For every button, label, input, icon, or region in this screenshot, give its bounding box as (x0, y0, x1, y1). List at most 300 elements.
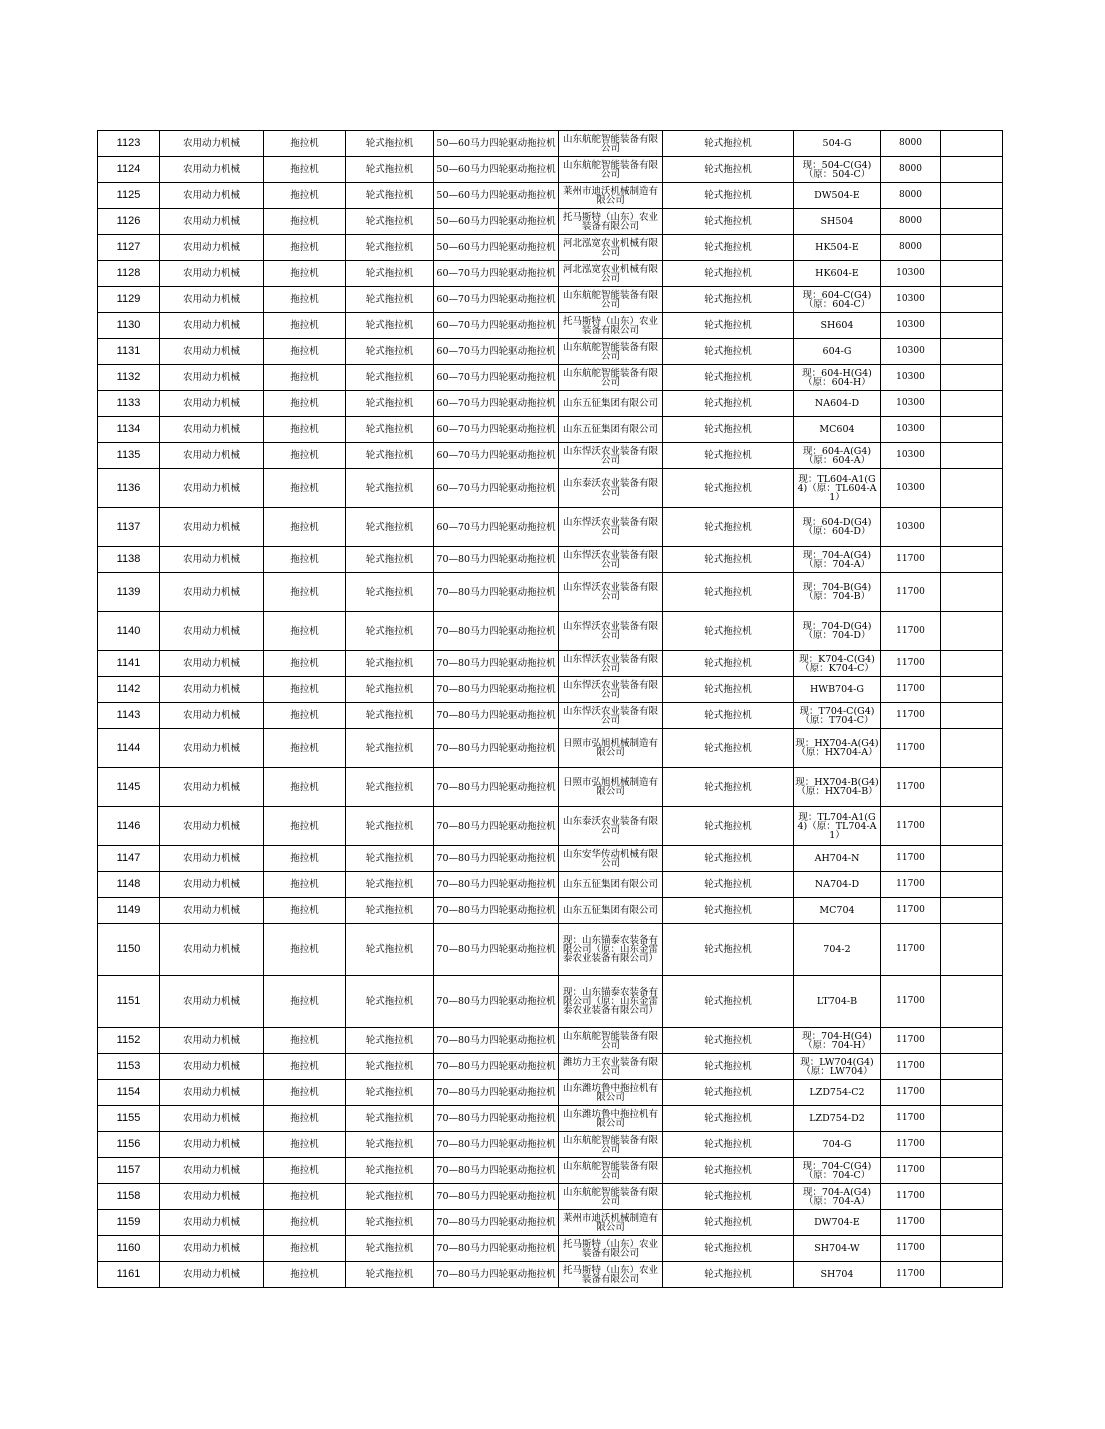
table-row (98, 976, 1003, 1028)
grade-cell: 60—70马力四轮驱动拖拉机 (434, 365, 559, 391)
subitem-cell: 轮式拖拉机 (346, 339, 434, 365)
subitem-cell: 轮式拖拉机 (346, 1236, 434, 1262)
table-row (98, 573, 1003, 612)
row-number-cell: 1129 (98, 287, 160, 313)
grade-cell: 70—80马力四轮驱动拖拉机 (434, 1054, 559, 1080)
row-number-cell: 1156 (98, 1132, 160, 1158)
manufacturer-cell: 山东航舵智能装备有限公司 (559, 1158, 663, 1184)
subitem-cell: 轮式拖拉机 (346, 391, 434, 417)
subsidy-amount-cell: 8000 (881, 209, 941, 235)
subsidy-amount-cell: 11700 (881, 898, 941, 924)
table-row (98, 443, 1003, 469)
manufacturer-cell: 河北泓宽农业机械有限公司 (559, 261, 663, 287)
table-row (98, 469, 1003, 508)
table-row (98, 1080, 1003, 1106)
model-cell: 现：704-H(G4)（原：704-H） (794, 1028, 881, 1054)
item-cell: 拖拉机 (264, 872, 346, 898)
product-name-cell: 轮式拖拉机 (663, 417, 794, 443)
model-cell: SH704-W (794, 1236, 881, 1262)
grade-cell: 70—80马力四轮驱动拖拉机 (434, 976, 559, 1028)
model-cell: HK504-E (794, 235, 881, 261)
subsidy-amount-cell: 11700 (881, 612, 941, 651)
remark-cell (941, 287, 1003, 313)
row-number-cell: 1146 (98, 807, 160, 846)
manufacturer-cell: 河北泓宽农业机械有限公司 (559, 235, 663, 261)
item-cell: 拖拉机 (264, 1210, 346, 1236)
table-row (98, 1106, 1003, 1132)
product-name-cell: 轮式拖拉机 (663, 1132, 794, 1158)
subsidy-amount-cell: 11700 (881, 1080, 941, 1106)
item-cell: 拖拉机 (264, 976, 346, 1028)
product-name-cell: 轮式拖拉机 (663, 443, 794, 469)
grade-cell: 70—80马力四轮驱动拖拉机 (434, 768, 559, 807)
table-row (98, 157, 1003, 183)
grade-cell: 70—80马力四轮驱动拖拉机 (434, 1262, 559, 1288)
table-row (98, 313, 1003, 339)
product-name-cell: 轮式拖拉机 (663, 677, 794, 703)
grade-cell: 50—60马力四轮驱动拖拉机 (434, 235, 559, 261)
table-row (98, 729, 1003, 768)
product-name-cell: 轮式拖拉机 (663, 846, 794, 872)
manufacturer-cell: 山东五征集团有限公司 (559, 898, 663, 924)
model-cell: 现：HX704-B(G4)（原：HX704-B） (794, 768, 881, 807)
table-row (98, 131, 1003, 157)
row-number-cell: 1140 (98, 612, 160, 651)
subsidy-amount-cell: 11700 (881, 729, 941, 768)
item-cell: 拖拉机 (264, 131, 346, 157)
remark-cell (941, 1132, 1003, 1158)
model-cell: 现：TL704-A1(G4)（原：TL704-A1） (794, 807, 881, 846)
row-number-cell: 1125 (98, 183, 160, 209)
row-number-cell: 1154 (98, 1080, 160, 1106)
model-cell: 现：TL604-A1(G4)（原：TL604-A1） (794, 469, 881, 508)
table-row (98, 1132, 1003, 1158)
manufacturer-cell: 山东五征集团有限公司 (559, 391, 663, 417)
manufacturer-cell: 日照市弘旭机械制造有限公司 (559, 768, 663, 807)
remark-cell (941, 612, 1003, 651)
category-cell: 农用动力机械 (160, 1132, 264, 1158)
model-cell: 现：T704-C(G4)（原：T704-C） (794, 703, 881, 729)
remark-cell (941, 1028, 1003, 1054)
product-name-cell: 轮式拖拉机 (663, 872, 794, 898)
category-cell: 农用动力机械 (160, 365, 264, 391)
row-number-cell: 1142 (98, 677, 160, 703)
model-cell: 现：704-A(G4)（原：704-A） (794, 1184, 881, 1210)
table-row (98, 261, 1003, 287)
subitem-cell: 轮式拖拉机 (346, 1132, 434, 1158)
subitem-cell: 轮式拖拉机 (346, 157, 434, 183)
model-cell: SH604 (794, 313, 881, 339)
category-cell: 农用动力机械 (160, 768, 264, 807)
subsidy-amount-cell: 11700 (881, 677, 941, 703)
subsidy-amount-cell: 10300 (881, 261, 941, 287)
row-number-cell: 1161 (98, 1262, 160, 1288)
product-name-cell: 轮式拖拉机 (663, 339, 794, 365)
subitem-cell: 轮式拖拉机 (346, 235, 434, 261)
product-name-cell: 轮式拖拉机 (663, 1158, 794, 1184)
subitem-cell: 轮式拖拉机 (346, 1028, 434, 1054)
manufacturer-cell: 山东悍沃农业装备有限公司 (559, 508, 663, 547)
subsidy-amount-cell: 11700 (881, 573, 941, 612)
subitem-cell: 轮式拖拉机 (346, 612, 434, 651)
item-cell: 拖拉机 (264, 1054, 346, 1080)
subsidy-amount-cell: 8000 (881, 183, 941, 209)
category-cell: 农用动力机械 (160, 807, 264, 846)
category-cell: 农用动力机械 (160, 469, 264, 508)
remark-cell (941, 417, 1003, 443)
category-cell: 农用动力机械 (160, 391, 264, 417)
item-cell: 拖拉机 (264, 547, 346, 573)
manufacturer-cell: 莱州市迪沃机械制造有限公司 (559, 183, 663, 209)
category-cell: 农用动力机械 (160, 339, 264, 365)
remark-cell (941, 573, 1003, 612)
subsidy-amount-cell: 10300 (881, 287, 941, 313)
manufacturer-cell: 山东悍沃农业装备有限公司 (559, 573, 663, 612)
remark-cell (941, 651, 1003, 677)
subsidy-amount-cell: 10300 (881, 365, 941, 391)
subitem-cell: 轮式拖拉机 (346, 872, 434, 898)
item-cell: 拖拉机 (264, 339, 346, 365)
category-cell: 农用动力机械 (160, 1184, 264, 1210)
manufacturer-cell: 托马斯特（山东）农业装备有限公司 (559, 209, 663, 235)
product-name-cell: 轮式拖拉机 (663, 1080, 794, 1106)
grade-cell: 70—80马力四轮驱动拖拉机 (434, 1080, 559, 1106)
manufacturer-cell: 山东航舵智能装备有限公司 (559, 1028, 663, 1054)
table-row (98, 872, 1003, 898)
category-cell: 农用动力机械 (160, 1106, 264, 1132)
category-cell: 农用动力机械 (160, 703, 264, 729)
manufacturer-cell: 山东安华传动机械有限公司 (559, 846, 663, 872)
item-cell: 拖拉机 (264, 924, 346, 976)
category-cell: 农用动力机械 (160, 1210, 264, 1236)
subitem-cell: 轮式拖拉机 (346, 1106, 434, 1132)
table-row (98, 898, 1003, 924)
subsidy-amount-cell: 11700 (881, 1158, 941, 1184)
manufacturer-cell: 山东航舵智能装备有限公司 (559, 365, 663, 391)
remark-cell (941, 508, 1003, 547)
subitem-cell: 轮式拖拉机 (346, 1184, 434, 1210)
model-cell: 现：504-C(G4)（原：504-C） (794, 157, 881, 183)
subsidy-amount-cell: 11700 (881, 768, 941, 807)
subsidy-amount-cell: 11700 (881, 872, 941, 898)
product-name-cell: 轮式拖拉机 (663, 1184, 794, 1210)
table-row (98, 1028, 1003, 1054)
category-cell: 农用动力机械 (160, 1236, 264, 1262)
row-number-cell: 1144 (98, 729, 160, 768)
item-cell: 拖拉机 (264, 846, 346, 872)
row-number-cell: 1135 (98, 443, 160, 469)
item-cell: 拖拉机 (264, 261, 346, 287)
product-name-cell: 轮式拖拉机 (663, 1028, 794, 1054)
item-cell: 拖拉机 (264, 573, 346, 612)
remark-cell (941, 924, 1003, 976)
subsidy-amount-cell: 11700 (881, 846, 941, 872)
remark-cell (941, 1262, 1003, 1288)
subsidy-amount-cell: 8000 (881, 131, 941, 157)
item-cell: 拖拉机 (264, 677, 346, 703)
grade-cell: 50—60马力四轮驱动拖拉机 (434, 131, 559, 157)
category-cell: 农用动力机械 (160, 261, 264, 287)
subitem-cell: 轮式拖拉机 (346, 768, 434, 807)
grade-cell: 50—60马力四轮驱动拖拉机 (434, 157, 559, 183)
remark-cell (941, 209, 1003, 235)
category-cell: 农用动力机械 (160, 209, 264, 235)
subsidy-amount-cell: 11700 (881, 547, 941, 573)
category-cell: 农用动力机械 (160, 729, 264, 768)
row-number-cell: 1141 (98, 651, 160, 677)
row-number-cell: 1155 (98, 1106, 160, 1132)
category-cell: 农用动力机械 (160, 1262, 264, 1288)
category-cell: 农用动力机械 (160, 846, 264, 872)
manufacturer-cell: 山东航舵智能装备有限公司 (559, 157, 663, 183)
item-cell: 拖拉机 (264, 365, 346, 391)
product-name-cell: 轮式拖拉机 (663, 547, 794, 573)
manufacturer-cell: 日照市弘旭机械制造有限公司 (559, 729, 663, 768)
product-name-cell: 轮式拖拉机 (663, 235, 794, 261)
grade-cell: 70—80马力四轮驱动拖拉机 (434, 1210, 559, 1236)
remark-cell (941, 1080, 1003, 1106)
subitem-cell: 轮式拖拉机 (346, 131, 434, 157)
item-cell: 拖拉机 (264, 287, 346, 313)
grade-cell: 70—80马力四轮驱动拖拉机 (434, 1158, 559, 1184)
manufacturer-cell: 山东悍沃农业装备有限公司 (559, 612, 663, 651)
grade-cell: 70—80马力四轮驱动拖拉机 (434, 1028, 559, 1054)
subitem-cell: 轮式拖拉机 (346, 209, 434, 235)
grade-cell: 70—80马力四轮驱动拖拉机 (434, 1132, 559, 1158)
category-cell: 农用动力机械 (160, 183, 264, 209)
table-row (98, 1158, 1003, 1184)
table-body (98, 131, 1003, 1288)
item-cell: 拖拉机 (264, 651, 346, 677)
item-cell: 拖拉机 (264, 443, 346, 469)
row-number-cell: 1128 (98, 261, 160, 287)
row-number-cell: 1139 (98, 573, 160, 612)
table-row (98, 924, 1003, 976)
category-cell: 农用动力机械 (160, 157, 264, 183)
subitem-cell: 轮式拖拉机 (346, 443, 434, 469)
subitem-cell: 轮式拖拉机 (346, 313, 434, 339)
remark-cell (941, 339, 1003, 365)
model-cell: 现：704-D(G4)（原：704-D） (794, 612, 881, 651)
grade-cell: 70—80马力四轮驱动拖拉机 (434, 677, 559, 703)
table-row (98, 1054, 1003, 1080)
model-cell: LZD754-C2 (794, 1080, 881, 1106)
row-number-cell: 1126 (98, 209, 160, 235)
item-cell: 拖拉机 (264, 1184, 346, 1210)
item-cell: 拖拉机 (264, 729, 346, 768)
manufacturer-cell: 山东悍沃农业装备有限公司 (559, 703, 663, 729)
model-cell: 604-G (794, 339, 881, 365)
item-cell: 拖拉机 (264, 391, 346, 417)
item-cell: 拖拉机 (264, 157, 346, 183)
row-number-cell: 1158 (98, 1184, 160, 1210)
row-number-cell: 1145 (98, 768, 160, 807)
remark-cell (941, 1184, 1003, 1210)
product-name-cell: 轮式拖拉机 (663, 261, 794, 287)
category-cell: 农用动力机械 (160, 547, 264, 573)
product-name-cell: 轮式拖拉机 (663, 573, 794, 612)
row-number-cell: 1159 (98, 1210, 160, 1236)
table-row (98, 807, 1003, 846)
subsidy-amount-cell: 10300 (881, 339, 941, 365)
model-cell: 现：604-A(G4)（原：604-A） (794, 443, 881, 469)
grade-cell: 70—80马力四轮驱动拖拉机 (434, 924, 559, 976)
subsidy-amount-cell: 11700 (881, 1184, 941, 1210)
table-row (98, 677, 1003, 703)
model-cell: NA704-D (794, 872, 881, 898)
subsidy-amount-cell: 11700 (881, 1262, 941, 1288)
row-number-cell: 1133 (98, 391, 160, 417)
product-name-cell: 轮式拖拉机 (663, 391, 794, 417)
category-cell: 农用动力机械 (160, 651, 264, 677)
product-name-cell: 轮式拖拉机 (663, 209, 794, 235)
manufacturer-cell: 托马斯特（山东）农业装备有限公司 (559, 313, 663, 339)
table-row (98, 1210, 1003, 1236)
subsidy-amount-cell: 11700 (881, 703, 941, 729)
product-name-cell: 轮式拖拉机 (663, 768, 794, 807)
table-row (98, 209, 1003, 235)
subsidy-table (97, 130, 1003, 1288)
grade-cell: 70—80马力四轮驱动拖拉机 (434, 846, 559, 872)
table-row (98, 183, 1003, 209)
item-cell: 拖拉机 (264, 235, 346, 261)
grade-cell: 60—70马力四轮驱动拖拉机 (434, 443, 559, 469)
manufacturer-cell: 山东悍沃农业装备有限公司 (559, 651, 663, 677)
model-cell: 704-2 (794, 924, 881, 976)
item-cell: 拖拉机 (264, 469, 346, 508)
row-number-cell: 1143 (98, 703, 160, 729)
row-number-cell: 1131 (98, 339, 160, 365)
product-name-cell: 轮式拖拉机 (663, 976, 794, 1028)
table-row (98, 703, 1003, 729)
subsidy-amount-cell: 11700 (881, 1028, 941, 1054)
item-cell: 拖拉机 (264, 768, 346, 807)
remark-cell (941, 768, 1003, 807)
grade-cell: 70—80马力四轮驱动拖拉机 (434, 729, 559, 768)
model-cell: 现：704-A(G4)（原：704-A） (794, 547, 881, 573)
row-number-cell: 1134 (98, 417, 160, 443)
subitem-cell: 轮式拖拉机 (346, 547, 434, 573)
model-cell: 现：604-H(G4)（原：604-H） (794, 365, 881, 391)
category-cell: 农用动力机械 (160, 1158, 264, 1184)
model-cell: AH704-N (794, 846, 881, 872)
remark-cell (941, 1158, 1003, 1184)
subitem-cell: 轮式拖拉机 (346, 1054, 434, 1080)
table-row (98, 651, 1003, 677)
row-number-cell: 1152 (98, 1028, 160, 1054)
grade-cell: 50—60马力四轮驱动拖拉机 (434, 183, 559, 209)
item-cell: 拖拉机 (264, 1262, 346, 1288)
subitem-cell: 轮式拖拉机 (346, 1080, 434, 1106)
manufacturer-cell: 潍坊力王农业装备有限公司 (559, 1054, 663, 1080)
table-row (98, 1236, 1003, 1262)
table-row (98, 287, 1003, 313)
manufacturer-cell: 山东五征集团有限公司 (559, 417, 663, 443)
item-cell: 拖拉机 (264, 807, 346, 846)
item-cell: 拖拉机 (264, 898, 346, 924)
model-cell: SH504 (794, 209, 881, 235)
grade-cell: 60—70马力四轮驱动拖拉机 (434, 508, 559, 547)
subsidy-amount-cell: 11700 (881, 976, 941, 1028)
subsidy-amount-cell: 8000 (881, 157, 941, 183)
subitem-cell: 轮式拖拉机 (346, 677, 434, 703)
category-cell: 农用动力机械 (160, 1028, 264, 1054)
row-number-cell: 1149 (98, 898, 160, 924)
manufacturer-cell: 托马斯特（山东）农业装备有限公司 (559, 1262, 663, 1288)
product-name-cell: 轮式拖拉机 (663, 651, 794, 677)
product-name-cell: 轮式拖拉机 (663, 1210, 794, 1236)
row-number-cell: 1157 (98, 1158, 160, 1184)
subsidy-amount-cell: 10300 (881, 443, 941, 469)
item-cell: 拖拉机 (264, 417, 346, 443)
remark-cell (941, 872, 1003, 898)
row-number-cell: 1153 (98, 1054, 160, 1080)
subitem-cell: 轮式拖拉机 (346, 1158, 434, 1184)
item-cell: 拖拉机 (264, 1028, 346, 1054)
item-cell: 拖拉机 (264, 1132, 346, 1158)
grade-cell: 70—80马力四轮驱动拖拉机 (434, 573, 559, 612)
remark-cell (941, 131, 1003, 157)
category-cell: 农用动力机械 (160, 443, 264, 469)
row-number-cell: 1127 (98, 235, 160, 261)
product-name-cell: 轮式拖拉机 (663, 612, 794, 651)
row-number-cell: 1147 (98, 846, 160, 872)
subitem-cell: 轮式拖拉机 (346, 261, 434, 287)
subitem-cell: 轮式拖拉机 (346, 469, 434, 508)
item-cell: 拖拉机 (264, 183, 346, 209)
item-cell: 拖拉机 (264, 508, 346, 547)
category-cell: 农用动力机械 (160, 924, 264, 976)
item-cell: 拖拉机 (264, 209, 346, 235)
category-cell: 农用动力机械 (160, 573, 264, 612)
manufacturer-cell: 山东悍沃农业装备有限公司 (559, 547, 663, 573)
table-row (98, 768, 1003, 807)
product-name-cell: 轮式拖拉机 (663, 365, 794, 391)
remark-cell (941, 391, 1003, 417)
item-cell: 拖拉机 (264, 1236, 346, 1262)
manufacturer-cell: 莱州市迪沃机械制造有限公司 (559, 1210, 663, 1236)
model-cell: 现：LW704(G4)（原：LW704） (794, 1054, 881, 1080)
manufacturer-cell: 现：山东锚泰农装备有限公司（原：山东金雷泰农业装备有限公司） (559, 924, 663, 976)
subsidy-amount-cell: 11700 (881, 1210, 941, 1236)
category-cell: 农用动力机械 (160, 313, 264, 339)
remark-cell (941, 677, 1003, 703)
product-name-cell: 轮式拖拉机 (663, 898, 794, 924)
subitem-cell: 轮式拖拉机 (346, 898, 434, 924)
model-cell: 704-G (794, 1132, 881, 1158)
table-row (98, 235, 1003, 261)
table-row (98, 417, 1003, 443)
row-number-cell: 1123 (98, 131, 160, 157)
category-cell: 农用动力机械 (160, 872, 264, 898)
model-cell: 现：604-D(G4)（原：604-D） (794, 508, 881, 547)
remark-cell (941, 976, 1003, 1028)
remark-cell (941, 261, 1003, 287)
category-cell: 农用动力机械 (160, 508, 264, 547)
remark-cell (941, 365, 1003, 391)
manufacturer-cell: 山东五征集团有限公司 (559, 872, 663, 898)
subsidy-amount-cell: 11700 (881, 1132, 941, 1158)
category-cell: 农用动力机械 (160, 235, 264, 261)
subsidy-amount-cell: 10300 (881, 469, 941, 508)
row-number-cell: 1130 (98, 313, 160, 339)
subitem-cell: 轮式拖拉机 (346, 365, 434, 391)
grade-cell: 70—80马力四轮驱动拖拉机 (434, 1106, 559, 1132)
row-number-cell: 1138 (98, 547, 160, 573)
subitem-cell: 轮式拖拉机 (346, 508, 434, 547)
category-cell: 农用动力机械 (160, 417, 264, 443)
subsidy-amount-cell: 10300 (881, 417, 941, 443)
